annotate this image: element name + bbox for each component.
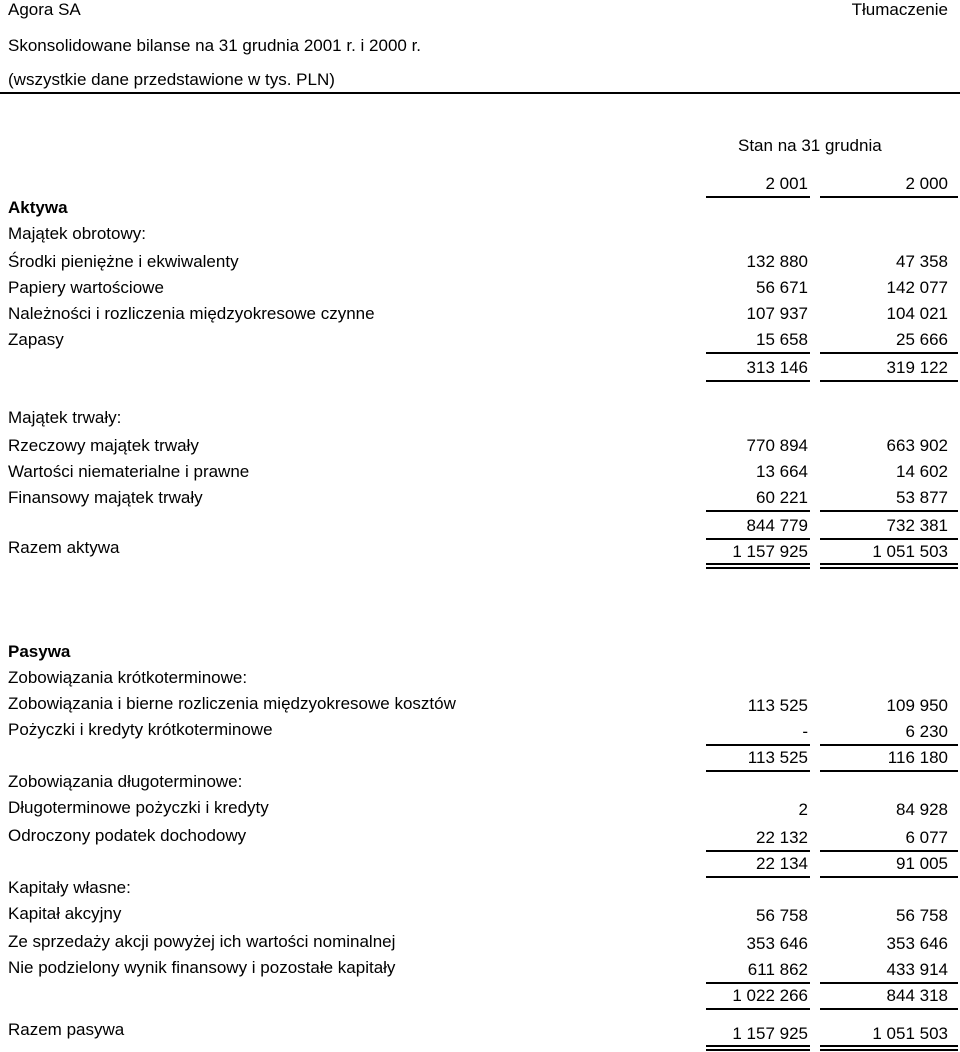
value-2001: 107 937 <box>746 304 808 323</box>
header-divider <box>0 92 960 94</box>
value-2000: 353 646 <box>886 934 948 953</box>
row-label: Rzeczowy majątek trwały <box>8 436 199 455</box>
row-label: Finansowy majątek trwały <box>8 488 203 507</box>
subtotal-2000: 116 180 <box>887 748 948 767</box>
subtotal-2001: 1 022 266 <box>732 986 808 1005</box>
total-assets-label: Razem aktywa <box>8 538 120 557</box>
value-2001: - <box>802 722 808 741</box>
value-2000: 14 602 <box>896 462 948 481</box>
value-2001: 56 671 <box>756 278 808 297</box>
row-label: Nie podzielony wynik finansowy i pozostałe kapitały <box>8 958 396 977</box>
row-label: Papiery wartościowe <box>8 278 164 297</box>
subtotal-2000: 844 318 <box>886 986 948 1005</box>
value-2000: 663 902 <box>886 436 948 455</box>
value-2001: 113 525 <box>747 696 808 715</box>
value-2000: 104 021 <box>886 304 948 323</box>
translation-label: Tłumaczenie <box>851 0 948 19</box>
column-header-2000: 2 000 <box>905 174 948 193</box>
value-2001: 60 221 <box>756 488 808 507</box>
subtotal-underline-2000 <box>820 1008 958 1010</box>
row-label: Środki pieniężne i ekwiwalenty <box>8 252 239 271</box>
total-liabilities-label: Razem pasywa <box>8 1020 125 1039</box>
value-2001: 56 758 <box>756 906 808 925</box>
liabilities-heading: Pasywa <box>8 642 71 661</box>
column-group-header: Stan na 31 grudnia <box>738 136 882 155</box>
total-assets-2000: 1 051 503 <box>872 542 948 561</box>
subtotal-rule-2001 <box>706 510 810 512</box>
row-label: Długoterminowe pożyczki i kredyty <box>8 798 269 817</box>
subtotal-underline-2000 <box>820 770 958 772</box>
subtotal-rule-2000 <box>820 510 958 512</box>
subtotal-rule-2001 <box>706 982 810 984</box>
document-title: Skonsolidowane bilanse na 31 grudnia 2001 r. i 2000 r. <box>8 36 422 55</box>
value-2000: 109 950 <box>886 696 948 715</box>
value-2000: 47 358 <box>896 252 948 271</box>
row-label: Odroczony podatek dochodowy <box>8 826 247 845</box>
value-2001: 13 664 <box>756 462 808 481</box>
subtotal-underline-2001 <box>706 876 810 878</box>
row-label: Wartości niematerialne i prawne <box>8 462 250 481</box>
value-2000: 142 077 <box>886 278 948 297</box>
subtotal-2001: 844 779 <box>746 516 808 535</box>
long-term-heading: Zobowiązania długoterminowe: <box>8 772 243 791</box>
row-label: Kapitał akcyjny <box>8 904 122 923</box>
value-2000: 53 877 <box>896 488 948 507</box>
total-double-rule-2001 <box>706 563 810 569</box>
value-2001: 611 862 <box>747 960 808 979</box>
value-2001: 132 880 <box>746 252 808 271</box>
total-liabilities-2001: 1 157 925 <box>732 1024 808 1043</box>
short-term-heading: Zobowiązania krótkoterminowe: <box>8 668 248 687</box>
subtotal-underline-2000 <box>820 876 958 878</box>
row-label: Zobowiązania i bierne rozliczenia międzyokresowe kosztów <box>8 694 456 713</box>
value-2000: 6 077 <box>905 828 948 847</box>
total-liabilities-2000: 1 051 503 <box>872 1024 948 1043</box>
total-assets-2001: 1 157 925 <box>732 542 808 561</box>
row-label: Należności i rozliczenia międzyokresowe czynne <box>8 304 375 323</box>
fixed-assets-heading: Majątek trwały: <box>8 408 122 427</box>
subtotal-rule-2000 <box>820 982 958 984</box>
assets-heading: Aktywa <box>8 198 68 217</box>
subtotal-2001: 22 134 <box>756 854 808 873</box>
total-double-rule-2001 <box>706 1045 810 1051</box>
value-2001: 15 658 <box>756 330 808 349</box>
equity-heading: Kapitały własne: <box>8 878 131 897</box>
column-header-2001: 2 001 <box>765 174 808 193</box>
subtotal-2000: 732 381 <box>886 516 948 535</box>
current-assets-heading: Majątek obrotowy: <box>8 224 146 243</box>
subtotal-underline-2000 <box>820 538 958 540</box>
row-label: Zapasy <box>8 330 64 349</box>
subtotal-rule-2001 <box>706 352 810 354</box>
value-2000: 6 230 <box>905 722 948 741</box>
subtotal-rule-2001 <box>706 850 810 852</box>
subtotal-underline-2001 <box>706 538 810 540</box>
subtotal-rule-2001 <box>706 744 810 746</box>
subtotal-2001: 113 525 <box>747 748 808 767</box>
subtotal-underline-2000 <box>820 380 958 382</box>
value-2001: 2 <box>798 800 808 819</box>
subtotal-underline-2001 <box>706 770 810 772</box>
subtotal-2001: 313 146 <box>746 358 808 377</box>
subtotal-rule-2000 <box>820 352 958 354</box>
value-2000: 56 758 <box>896 906 948 925</box>
column-header-underline-2000 <box>820 196 958 198</box>
row-label: Ze sprzedaży akcji powyżej ich wartości nominalnej <box>8 932 396 951</box>
subtotal-2000: 91 005 <box>896 854 948 873</box>
value-2001: 353 646 <box>746 934 808 953</box>
row-label: Pożyczki i kredyty krótkoterminowe <box>8 720 273 739</box>
value-2000: 25 666 <box>896 330 948 349</box>
subtotal-underline-2001 <box>706 380 810 382</box>
column-header-underline-2001 <box>706 196 810 198</box>
subtotal-underline-2001 <box>706 1008 810 1010</box>
subtotal-2000: 319 122 <box>886 358 948 377</box>
company-name: Agora SA <box>8 0 81 19</box>
subtotal-rule-2000 <box>820 744 958 746</box>
total-double-rule-2000 <box>820 563 958 569</box>
value-2000: 84 928 <box>896 800 948 819</box>
subtotal-rule-2000 <box>820 850 958 852</box>
total-double-rule-2000 <box>820 1045 958 1051</box>
value-2001: 770 894 <box>746 436 808 455</box>
document-subtitle: (wszystkie dane przedstawione w tys. PLN) <box>8 70 335 89</box>
value-2000: 433 914 <box>886 960 948 979</box>
value-2001: 22 132 <box>756 828 808 847</box>
